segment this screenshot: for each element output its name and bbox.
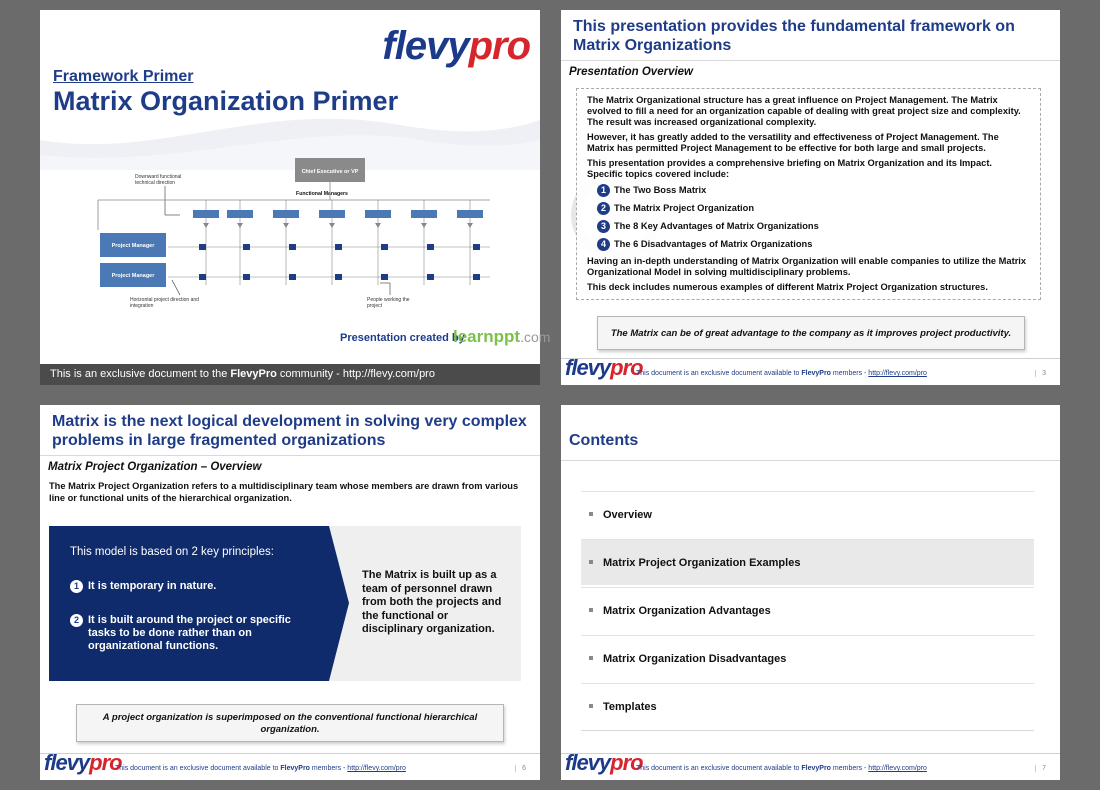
project-manager-1-label: Project Manager — [111, 243, 155, 249]
bullet-icon — [589, 704, 593, 708]
slide-subtitle: Presentation Overview — [569, 66, 693, 78]
contents-item-overview[interactable]: Overview — [581, 491, 1034, 537]
bullet-icon — [589, 608, 593, 612]
project-manager-2-label: Project Manager — [111, 273, 155, 279]
callout-box: A project organization is superimposed on the conventional functional hierarchical organization. — [76, 704, 504, 742]
slide-matrix-project-organization[interactable] — [40, 405, 540, 780]
overview-paragraph: This presentation provides a comprehensive briefing on Matrix Organization and its Impact. Specific topics covered include: — [587, 158, 993, 179]
overview-paragraph: Having an in-depth understanding of Matrix Organization will enable companies to utilize the Matrix Organizational Model in solving multidisciplinary problems. — [587, 256, 1027, 277]
contents-item-templates[interactable]: Templates — [581, 683, 1034, 729]
slide-presentation-overview[interactable] — [561, 10, 1060, 385]
footer-text: This document is an exclusive document available to FlevyPro members - http://flevy.com/pro — [115, 765, 406, 772]
slide-title: Contents — [569, 432, 639, 449]
contents-item-advantages[interactable]: Matrix Organization Advantages — [581, 587, 1034, 633]
flevypro-logo: flevypro — [44, 750, 122, 775]
contents-item-disadvantages[interactable]: Matrix Organization Disadvantages — [581, 635, 1034, 681]
matrix-description: The Matrix is built up as a team of personnel drawn from both the projects and the functional or disciplinary organization. — [362, 569, 502, 635]
downward-label-1: Downward functional — [135, 174, 182, 180]
flevypro-logo: flevypro — [565, 750, 643, 775]
description-text: The Matrix Project Organization refers to a multidisciplinary team whose members are drawn from various line or functional units of the hierarchical organization. — [49, 481, 519, 503]
horizontal-label-1: Horizontal project direction and — [130, 297, 199, 303]
footer-link[interactable]: http://flevy.com/pro — [868, 765, 927, 772]
principle-item: 2 It is built around the project or specific tasks to be done rather than on organizational functions. — [70, 614, 320, 653]
footer-link[interactable]: http://flevy.com/pro — [868, 370, 927, 377]
created-by-label: Presentation created by — [340, 332, 465, 344]
bullet-icon — [589, 560, 593, 564]
topic-item: 2 The Matrix Project Organization — [597, 201, 754, 215]
overview-textbox — [576, 88, 1041, 300]
learnppt-logo: learnppt.com — [453, 327, 551, 346]
slide-contents[interactable] — [561, 405, 1060, 780]
topic-item: 1 The Two Boss Matrix — [597, 183, 706, 197]
bullet-icon — [589, 656, 593, 660]
slide-title: Matrix Organization Primer — [53, 86, 399, 116]
topic-item: 4 The 6 Disadvantages of Matrix Organizations — [597, 237, 812, 251]
overview-paragraph: However, it has greatly added to the versatility and effectiveness of Project Management. The Matrix has permitted Project Management to be effective for both large and small projects. — [587, 132, 999, 153]
horizontal-label-2: integration — [130, 303, 154, 309]
slide-subtitle: Matrix Project Organization – Overview — [48, 461, 262, 473]
footer-text: This document is an exclusive document available to FlevyPro members - http://flevy.com/pro — [636, 765, 927, 772]
callout-box: The Matrix can be of great advantage to the company as it improves project productivity. — [597, 316, 1025, 350]
header-divider — [561, 460, 1060, 461]
header-divider — [561, 60, 1060, 61]
page-number: 6 — [515, 765, 526, 772]
slide1-footer: This is an exclusive document to the FlevyPro community - http://flevy.com/pro — [40, 364, 540, 385]
slide-title-primer[interactable] — [40, 10, 551, 385]
footer-link[interactable]: http://flevy.com/pro — [347, 765, 406, 772]
overview-paragraph: This deck includes numerous examples of different Matrix Project Organization structures. — [587, 282, 988, 292]
people-label-2: project — [367, 303, 383, 309]
principle-item: 1 It is temporary in nature. — [70, 580, 320, 593]
people-label-1: People working the — [367, 297, 410, 303]
flevypro-logo: flevypro — [565, 355, 643, 380]
principles-intro: This model is based on 2 key principles: — [70, 546, 274, 558]
header-divider — [40, 455, 540, 456]
downward-label-2: technical direction — [135, 180, 176, 186]
contents-divider — [581, 730, 1034, 731]
framework-kicker: Framework Primer — [53, 68, 194, 85]
contents-item-examples[interactable]: Matrix Project Organization Examples — [581, 539, 1034, 585]
matrix-org-diagram — [90, 155, 510, 309]
page-number: 7 — [1035, 765, 1046, 772]
overview-paragraph: The Matrix Organizational structure has a great influence on Project Management. The Matrix evolved to fill a need for an organization capable of dealing with great project size and complexity. The result was increased organizational complexity. — [587, 95, 1021, 127]
bullet-icon — [589, 512, 593, 516]
flevypro-logo: flevypro — [382, 24, 530, 68]
slide-title: This presentation provides the fundamental framework on Matrix Organizations — [573, 18, 1015, 54]
ceo-label: Chief Executive or VP — [301, 169, 359, 175]
functional-managers-label: Functional Managers — [296, 191, 348, 197]
slide-title: Matrix is the next logical development in solving very complex problems in large fragmented organizations — [52, 413, 527, 449]
footer-text: This document is an exclusive document available to FlevyPro members - http://flevy.com/pro — [636, 370, 927, 377]
page-number: 3 — [1035, 370, 1046, 377]
topic-item: 3 The 8 Key Advantages of Matrix Organizations — [597, 219, 819, 233]
